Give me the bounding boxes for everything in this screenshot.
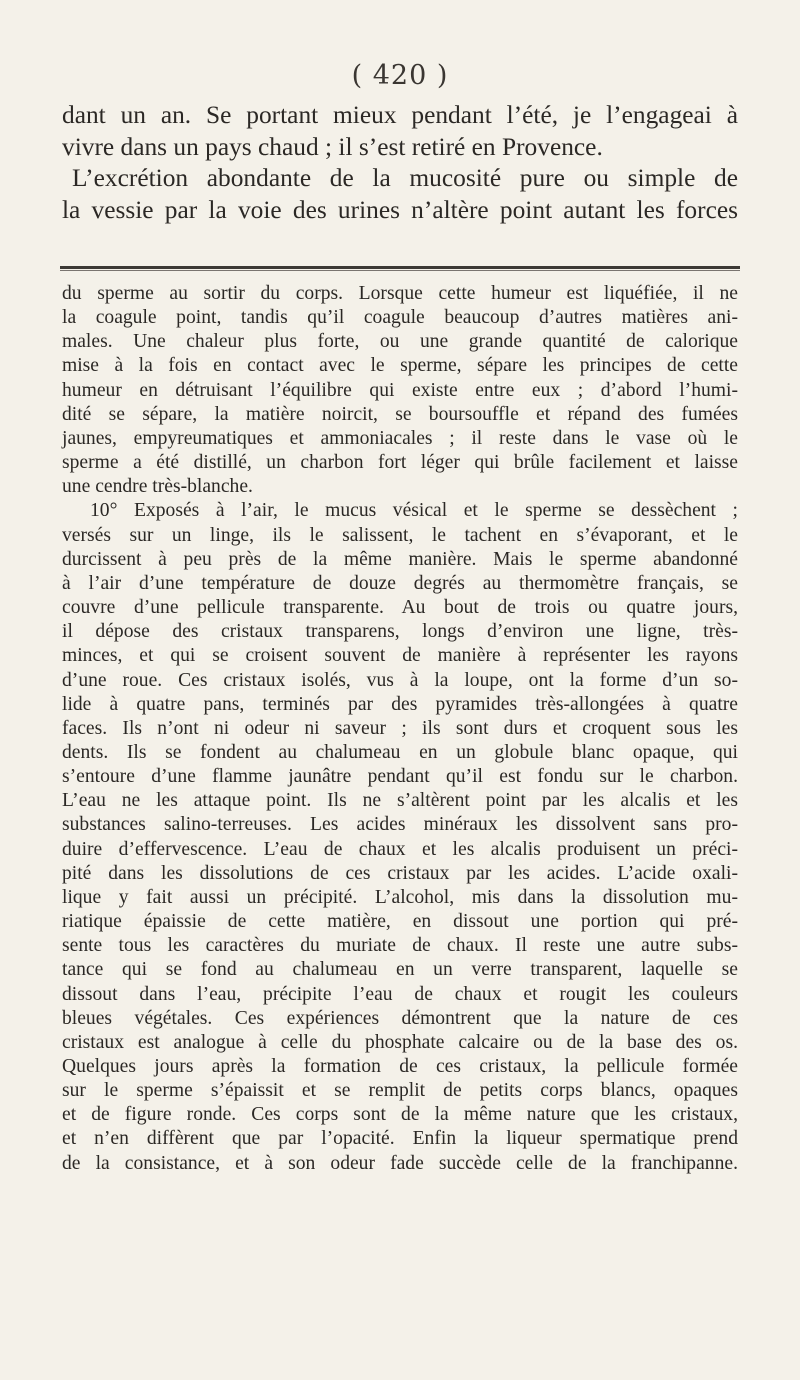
- footnote-line: mise à la fois en contact avec le sperme, sépare les principes de cette: [62, 355, 738, 377]
- footnote-line: sperme a été distillé, un charbon fort léger qui brûle facilement et laisse: [62, 452, 738, 474]
- footnote-line: pité dans les dissolutions de ces cristaux par les acides. L’acide oxali-: [62, 862, 738, 884]
- footnote-line: L’eau ne les attaque point. Ils ne s’altèrent point par les alcalis et les: [62, 790, 738, 812]
- footnote-line: du sperme au sortir du corps. Lorsque cette humeur est liquéfiée, il ne: [62, 283, 738, 304]
- footnote-line: la coagule point, tandis qu’il coagule beaucoup d’autres matières ani-: [62, 307, 738, 329]
- footnote-line: substances salino-terreuses. Les acides minéraux les dissolvent sans pro-: [62, 814, 738, 836]
- footnote-line: 10° Exposés à l’air, le mucus vésical et le sperme se dessèchent ;: [90, 500, 738, 522]
- main-paragraph: [62, 100, 738, 226]
- footnote-line: dissout dans l’eau, précipite l’eau de chaux et rougit les couleurs: [62, 983, 738, 1005]
- footnote-line: sur le sperme s’épaissit et se remplit de petits corps blancs, opaques: [62, 1080, 738, 1102]
- footnote-line: d’une roue. Ces cristaux isolés, vus à la loupe, ont la forme d’un so-: [62, 669, 738, 691]
- main-line: L’excrétion abondante de la mucosité pure ou simple de: [72, 164, 738, 192]
- footnote-separator-thin-rule: [60, 270, 740, 271]
- footnote-line: faces. Ils n’ont ni odeur ni saveur ; ils sont durs et croquent sous les: [62, 717, 738, 739]
- main-line: dant un an. Se portant mieux pendant l’été, je l’engageai à: [62, 101, 738, 129]
- footnote-line: bleues végétales. Ces expériences démontrent que la nature de ces: [62, 1007, 738, 1029]
- footnote-line: riatique épaissie de cette matière, en dissout une portion qui pré-: [62, 911, 738, 933]
- footnote-line: et n’en diffèrent que par l’opacité. Enfin la liqueur spermatique prend: [62, 1128, 738, 1150]
- footnote-line: une cendre très-blanche.: [62, 476, 253, 498]
- footnote-line: il dépose des cristaux transparens, longs d’environ une ligne, très-: [62, 621, 738, 643]
- main-line: vivre dans un pays chaud ; il s’est retiré en Provence.: [62, 132, 603, 161]
- footnote-line: cristaux est analogue à celle du phosphate calcaire ou de la base des os.: [62, 1031, 738, 1053]
- footnote-line: de la consistance, et à son odeur fade succède celle de la franchipanne.: [62, 1152, 738, 1174]
- footnote-line: versés sur un linge, ils le salissent, le tachent en s’évaporant, et le: [62, 524, 738, 546]
- footnote-line: durcissent à peu près de la même manière. Mais le sperme abandonné: [62, 548, 738, 570]
- footnote-line: males. Une chaleur plus forte, ou une grande quantité de calorique: [62, 331, 738, 353]
- footnote-line: couvre d’une pellicule transparente. Au bout de trois ou quatre jours,: [62, 597, 738, 619]
- footnote-line: minces, et qui se croisent souvent de manière à représenter les rayons: [62, 645, 738, 667]
- footnote-line: dents. Ils se fondent au chalumeau en un globule blanc opaque, qui: [62, 741, 738, 763]
- footnote-line: lide à quatre pans, terminés par des pyramides très-allongées à quatre: [62, 693, 738, 715]
- footnote-line: dité se sépare, la matière noircit, se boursouffle et répand des fumées: [62, 403, 738, 425]
- footnote-line: à l’air d’une température de douze degrés au thermomètre français, se: [62, 572, 738, 594]
- footnote-separator-rule: [60, 266, 740, 269]
- footnote-text: [62, 282, 738, 1176]
- footnote-line: tance qui se fond au chalumeau en un verre transparent, laquelle se: [62, 959, 738, 981]
- footnote-line: duire d’effervescence. L’eau de chaux et les alcalis produisent un préci-: [62, 838, 738, 860]
- footnote-line: lique y fait aussi un précipité. L’alcohol, mis dans la dissolution mu-: [62, 886, 738, 908]
- footnote-line: et de figure ronde. Ces corps sont de la même nature que les cristaux,: [62, 1104, 738, 1126]
- main-line: la vessie par la voie des urines n’altère point autant les forces: [62, 195, 738, 224]
- footnote-line: sente tous les caractères du muriate de chaux. Il reste une autre subs-: [62, 935, 738, 957]
- footnote-line: s’entoure d’une flamme jaunâtre pendant qu’il est fondu sur le charbon.: [62, 766, 738, 788]
- footnote-line: jaunes, empyreumatiques et ammoniacales ; il reste dans le vase où le: [62, 427, 738, 449]
- footnote-line: Quelques jours après la formation de ces cristaux, la pellicule formée: [62, 1056, 738, 1077]
- footnote-line: humeur en détruisant l’équilibre qui existe entre eux ; d’abord l’humi-: [62, 379, 738, 401]
- page-number: ( 420 ): [351, 60, 449, 91]
